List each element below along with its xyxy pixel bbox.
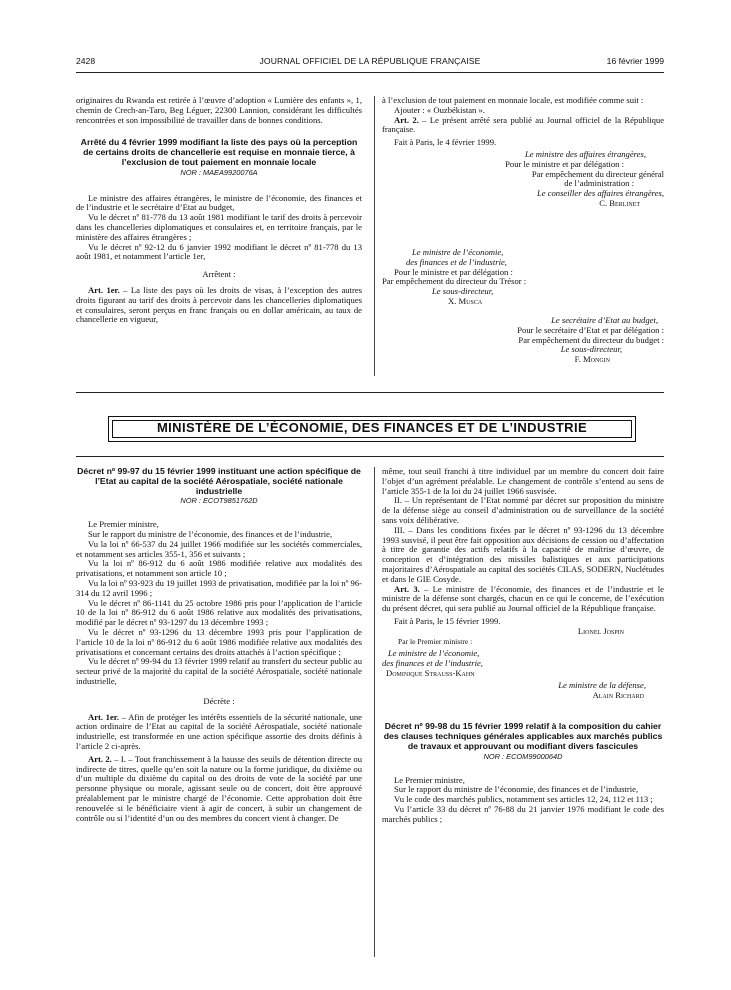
article-3: Art. 3. – Le ministre de l’économie, des finances et de l’industrie et le ministre de la défense sont chargés, chacun en ce qui le concerne, de l’exécution du présent décret, qui sera publié au Journal officiel de la République française. [382,583,664,614]
article-label: Art. 2. [88,753,112,764]
section-rule [76,456,664,457]
section1-right-column [382,96,664,209]
nor-reference: NOR : MAEA9920076A [180,167,258,177]
page-number: 2428 [76,56,96,66]
article-2: Art. 2. – I. – Tout franchissement à la hausse des seuils de détention directe ou indirecte de titres, quelle qu’en soit la nature ou la forme juridique, du dixième ou d’un multiple du dixième du capital ou des droits de vote de la société par une personne physique ou morale, agissant seule ou de concert, doit être approuvé préalablement par le ministre chargé de l’économie. Cette approbation doit être renouvelée si le bénéficiaire vient à agir de concert, à subir un changement de contrôle ou si l’identité d’un ou des membres du concert vient à changer. De [76,753,362,823]
preamble-paragraph: Le ministre des affaires étrangères, le ministre de l’économie, des finances et de l’industrie et le secrétaire d’Etat au budget, [76,192,362,213]
par-premier-ministre: Par le Premier ministre : [398,636,473,646]
nor-reference: NOR : ECOM9900064D [483,751,563,761]
signer-name: Lionel Jospin [577,625,624,636]
decree-visas [76,520,362,687]
article-label: Art. 1er. [88,284,120,295]
paragraph: Vu l’article 33 du décret nº 76-88 du 21 janvier 1976 modifiant le code des marchés publics ; [382,803,664,824]
section1-left-column [76,96,362,325]
paragraph: Le Premier ministre, [394,774,465,785]
decree-title: Décret nº 99-98 du 15 février 1999 relatif à la composition du cahier des clauses techniques générales applicables aux marchés publics de travaux et approuvant ou modifiant divers fascicules [383,721,663,751]
article-label: Art. 1er. [88,711,119,722]
journal-title: JOURNAL OFFICIEL DE LA RÉPUBLIQUE FRANÇAISE [259,56,481,66]
signature-block-2: Le ministre de l’économie, des finances et de l’industrie, Pour le ministre et par délégation : Par empêchement du directeur du Trésor : Le sous-directeur, X. Musca [382,247,527,306]
article-label: Art. 2. [394,114,419,125]
issue-date: 16 février 1999 [606,56,664,66]
running-header [76,56,664,70]
continued-text: originaires du Rwanda est retirée à l’œuvre d’adoption « Lumière des enfants », 1, chemin de Crech-an-Taro, Beg Léguer, 22300 Lannion, considérant les difficultés rencontrées et son impossibilité de travailler dans de bonnes conditions. [76,95,362,125]
continued-text: à l’exclusion de tout paiement en monnaie locale, est modifiée comme suit : [382,95,644,105]
paragraph: III. – Dans les conditions fixées par le décret nº 93-1296 du 13 décembre 1993 susvisé, il peut être fait opposition aux décisions de cession ou d’affectation à titre de garantie des actifs relatifs à la capacité de maîtrise d’œuvre, de conception et d’intégration des missiles balistiques et aux participations majoritaires d’Aérospatiale au capital des sociétés CILAS, SODERN, Nuclétudes et dans le GIE Cosyde. [382,524,664,584]
signature-date: Fait à Paris, le 15 février 1999. [394,615,501,626]
paragraph: Sur le rapport du ministre de l’économie, des finances et de l’industrie, [394,784,639,795]
article-2: Art. 2. – Le présent arrêté sera publié au Journal officiel de la République française. [382,114,665,135]
column-divider [374,96,375,376]
signature-block-1: Le ministre des affaires étrangères, Pour le ministre et par délégation : Par empêchement du directeur général de l’administration : Le conseiller des affaires étrangères, C. Berlinet [505,148,664,208]
header-rule [76,72,664,73]
decree-title: Décret nº 99-97 du 15 février 1999 instituant une action spécifique de l’Etat au capital de la société Aérospatiale, société nationale industrielle [77,466,361,496]
visa-paragraph: Vu le décret nº 81-778 du 13 août 1981 modifiant le tarif des droits à percevoir dans les chancelleries diplomatiques et consulaires et, en territoire français, par le ministère des affaires étrangères ; [76,212,362,242]
ministry-banner [108,416,636,442]
arrete-title: Arrêté du 4 février 1999 modifiant la liste des pays où la perception de certains droits de chancellerie est requise en monnaie tierce, à l’exclusion de tout paiement en monnaie locale [80,137,358,167]
decrete-heading: Décrète : [203,695,235,706]
paragraph: Vu la loi nº 86-912 du 6 août 1986 modifiée relative aux modalités des privatisations, et notamment son article 10 ; [76,558,362,579]
section2-right-column [382,467,664,825]
signature-block-3: Le secrétaire d’Etat au budget, Pour le secrétaire d’Etat et par délégation : Par empêchement du directeur du budget : Le sous-directeur, F. Mongin [517,315,664,365]
paragraph: Vu le code des marchés publics, notamment ses articles 12, 24, 112 et 113 ; [394,794,653,805]
ministry-title: MINISTÈRE DE L’ÉCONOMIE, DES FINANCES ET DE L’INDUSTRIE [156,420,588,435]
arretent-heading: Arrêtent : [202,269,236,280]
paragraph: Vu la loi nº 93-923 du 19 juillet 1993 de privatisation, modifiée par la loi nº 96-314 du 12 avril 1996 ; [76,577,362,598]
paragraph: II. – Un représentant de l’Etat nommé par décret sur proposition du ministre de la défense siège au conseil d’administration ou de surveillance de la société sans voix délibérative. [382,495,664,525]
paragraph: Vu le décret nº 93-1296 du 13 décembre 1993 pris pour l’application de l’article 10 de la loi nº 86-912 du 6 août 1986 modifiée relative aux modalités des privatisations et concernant certains des droits attachés à l’action spécifique ; [76,626,362,657]
continued-text: même, tout seuil franchi à titre individuel par un membre du concert doit faire l’objet d’un agrément préalable. Le changement de contrôle s’entend au sens de l’article 355-1 de la loi du 24 juillet 1966 susvisée. [382,466,664,496]
signature-economy: Le ministre de l’économie, des finances et de l’industrie, Dominique Strauss-Kahn [382,648,483,678]
signature-date: Fait à Paris, le 4 février 1999. [394,137,497,148]
addition-line: Ajouter : « Ouzbékistan ». [394,104,485,115]
section-rule [76,392,664,393]
decree-visas [382,776,664,825]
paragraph: Le Premier ministre, [88,519,159,530]
paragraph: Vu le décret nº 86-1141 du 25 octobre 1986 pris pour l’application de l’article 10 de la loi nº 86-912 du 6 août 1986 relative aux modalités des privatisations, modifié par le décret nº 93-1297 du 13 décembre 1993 ; [76,597,362,628]
signature-defense: Le ministre de la défense, Alain Richard [558,679,646,700]
column-divider [374,467,375,957]
paragraph: Vu la loi nº 66-537 du 24 juillet 1966 modifiée sur les sociétés commerciales, et notamment ses articles 355-1, 356 et suivants ; [76,538,362,559]
paragraph: Sur le rapport du ministre de l’économie, des finances et de l’industrie, [88,528,333,539]
article-1: Art. 1er. – Afin de protéger les intérêts essentiels de la sécurité nationale, une action ordinaire de l’Etat au capital de la société Aérospatiale, société nationale industrielle, est transformée en une action spécifique assortie des droits définis à l’article 2 ci-après. [76,711,362,751]
article-1: Art. 1er. – La liste des pays où les droits de visas, à l’exception des autres droits figurant au tarif des droits à percevoir dans les chancelleries diplomatiques et consulaires, seront perçus en franc français ou en dollar américain, au taux de chancellerie en vigueur, [76,284,362,325]
section2-left-column [76,467,362,823]
nor-reference: NOR : ECOT9851762D [180,496,258,506]
article-label: Art. 3. [394,583,420,594]
paragraph: Vu le décret nº 99-94 du 13 février 1999 relatif au transfert du secteur public au secteur privé de la majorité du capital de la société Aérospatiale, société nationale industrielle, [76,656,362,686]
visa-paragraph: Vu le décret nº 92-12 du 6 janvier 1992 modifiant le décret nº 81-778 du 13 août 1981, et notamment l’article 1er, [76,241,362,262]
